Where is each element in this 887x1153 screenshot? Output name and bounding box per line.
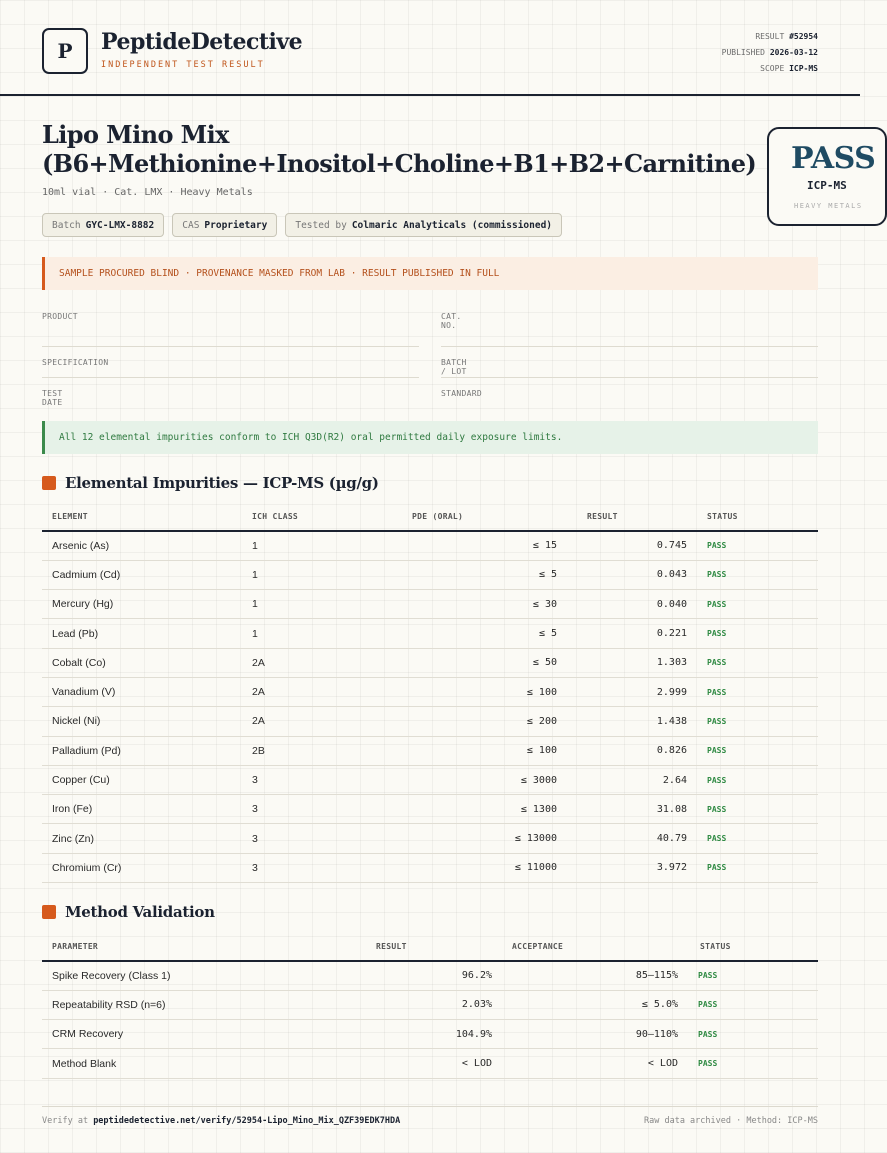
status-badge: PASS [688,990,818,1019]
result-cell: 40.79 [567,824,697,853]
table-row [42,677,818,706]
acceptance-cell: 90–110% [502,1020,688,1049]
meta-result: RESULT #52954 [755,32,818,41]
status-badge: PASS [697,590,818,619]
batch-label: BATCH / LOT [441,358,467,376]
status-badge: PASS [697,765,818,794]
class-cell: 3 [242,824,402,853]
product-title: Lipo Mino Mix (B6+Methionine+Inositol+Choline+B1+B2+Carnitine) [42,120,757,178]
table-row [42,619,818,648]
brand-name: PeptideDetective [101,29,303,55]
class-cell: 3 [242,765,402,794]
class-cell: 2B [242,736,402,765]
validation-body [42,961,818,1078]
impurities-section-title: Elemental Impurities — ICP-MS (µg/g) [42,474,379,492]
col-pde: PDE (ORAL) [402,503,567,531]
result-cell: 2.03% [312,990,502,1019]
result-cell: 96.2% [312,961,502,990]
parameter-cell: CRM Recovery [42,1020,312,1049]
standard-label: STANDARD [441,389,482,398]
status-badge: PASS [688,1020,818,1049]
blind-procurement-notice: SAMPLE PROCURED BLIND · PROVENANCE MASKED FROM LAB · RESULT PUBLISHED IN FULL [42,257,818,290]
table-row [42,736,818,765]
impurities-table [42,503,818,883]
status-badge: PASS [697,736,818,765]
table-row [42,990,818,1019]
table-header-row [42,933,818,961]
info-divider [42,377,419,378]
pde-cell: ≤ 50 [402,648,567,677]
col-parameter: PARAMETER [42,933,312,961]
table-row [42,648,818,677]
class-cell: 2A [242,677,402,706]
class-cell: 1 [242,619,402,648]
acceptance-cell: ≤ 5.0% [502,990,688,1019]
status-badge: PASS [697,677,818,706]
table-row [42,853,818,882]
pde-cell: ≤ 5 [402,619,567,648]
element-cell: Mercury (Hg) [42,590,242,619]
batch-chip: Batch GYC-LMX-8882 [42,213,164,237]
pde-cell: ≤ 15 [402,531,567,560]
product-subtitle: 10ml vial · Cat. LMX · Heavy Metals [42,187,253,198]
tested-by-chip: Tested by Colmaric Analyticals (commissioned) [285,213,562,237]
stamp-method: ICP-MS [807,179,847,192]
parameter-cell: Spike Recovery (Class 1) [42,961,312,990]
table-row [42,795,818,824]
product-label: PRODUCT [42,312,78,321]
report-footer [42,1106,818,1126]
date-label: TEST DATE [42,389,63,407]
table-row [42,531,818,560]
table-row [42,824,818,853]
status-badge: PASS [697,795,818,824]
element-cell: Cadmium (Cd) [42,560,242,589]
result-cell: 3.972 [567,853,697,882]
pde-cell: ≤ 5 [402,560,567,589]
col-element: ELEMENT [42,503,242,531]
verify-link[interactable]: peptidedetective.net/verify/52954-Lipo_Mino_Mix_QZF39EDK7HDA [93,1116,401,1126]
result-cell: 0.040 [567,590,697,619]
result-cell: 0.043 [567,560,697,589]
pde-cell: ≤ 30 [402,590,567,619]
element-cell: Cobalt (Co) [42,648,242,677]
status-badge: PASS [688,1049,818,1078]
pde-cell: ≤ 3000 [402,765,567,794]
col-acceptance: ACCEPTANCE [502,933,688,961]
status-badge: PASS [697,853,818,882]
class-cell: 3 [242,853,402,882]
stamp-footer: HEAVY METALS [794,202,863,210]
meta-scope: SCOPE ICP-MS [760,64,818,73]
table-row [42,765,818,794]
col-status: STATUS [697,503,818,531]
status-badge: PASS [697,824,818,853]
table-row [42,1049,818,1078]
parameter-cell: Repeatability RSD (n=6) [42,990,312,1019]
class-cell: 1 [242,560,402,589]
status-badge: PASS [697,648,818,677]
class-cell: 2A [242,648,402,677]
result-cell: 1.303 [567,648,697,677]
pde-cell: ≤ 100 [402,677,567,706]
verify-link-block: Verify at peptidedetective.net/verify/52954-Lipo_Mino_Mix_QZF39EDK7HDA [42,1116,401,1126]
col-class: ICH CLASS [242,503,402,531]
result-cell: 2.64 [567,765,697,794]
element-cell: Iron (Fe) [42,795,242,824]
table-header-row [42,503,818,531]
acceptance-cell: < LOD [502,1049,688,1078]
pde-cell: ≤ 13000 [402,824,567,853]
table-row [42,1020,818,1049]
element-cell: Chromium (Cr) [42,853,242,882]
stamp-verdict: PASS [791,141,876,176]
col-status: STATUS [688,933,818,961]
brand-tagline: INDEPENDENT TEST RESULT [101,60,265,70]
status-badge: PASS [697,619,818,648]
status-badge: PASS [697,707,818,736]
result-cell: 1.438 [567,707,697,736]
col-result: RESULT [312,933,502,961]
class-cell: 1 [242,590,402,619]
info-divider [441,346,818,347]
col-result: RESULT [567,503,697,531]
result-cell: 0.745 [567,531,697,560]
report-header [0,0,860,96]
element-cell: Arsenic (As) [42,531,242,560]
conformance-note: All 12 elemental impurities conform to ICH Q3D(R2) oral permitted daily exposure limits. [42,421,818,454]
result-cell: 0.826 [567,736,697,765]
pde-cell: ≤ 100 [402,736,567,765]
element-cell: Zinc (Zn) [42,824,242,853]
info-divider [42,346,419,347]
section-marker-icon [42,476,56,490]
section-marker-icon [42,905,56,919]
table-row [42,560,818,589]
catno-label: CAT. NO. [441,312,462,330]
element-cell: Palladium (Pd) [42,736,242,765]
validation-table [42,933,818,1079]
acceptance-cell: 85–115% [502,961,688,990]
result-cell: 104.9% [312,1020,502,1049]
result-cell: 2.999 [567,677,697,706]
brand-logo: P [42,28,88,74]
element-cell: Lead (Pb) [42,619,242,648]
status-badge: PASS [688,961,818,990]
report-meta [722,29,818,77]
element-cell: Nickel (Ni) [42,707,242,736]
pde-cell: ≤ 1300 [402,795,567,824]
pde-cell: ≤ 200 [402,707,567,736]
result-cell: 0.221 [567,619,697,648]
class-cell: 2A [242,707,402,736]
result-cell: < LOD [312,1049,502,1078]
table-row [42,961,818,990]
spec-label: SPECIFICATION [42,358,109,367]
element-cell: Copper (Cu) [42,765,242,794]
validation-section-title: Method Validation [42,903,215,921]
class-cell: 3 [242,795,402,824]
pde-cell: ≤ 11000 [402,853,567,882]
footer-right: Raw data archived · Method: ICP-MS [644,1116,818,1126]
parameter-cell: Method Blank [42,1049,312,1078]
impurities-body [42,531,818,883]
status-badge: PASS [697,560,818,589]
table-row [42,707,818,736]
table-row [42,590,818,619]
meta-published: PUBLISHED 2026-03-12 [721,48,818,57]
class-cell: 1 [242,531,402,560]
product-chips [42,213,562,237]
result-cell: 31.08 [567,795,697,824]
pass-stamp [767,127,887,226]
status-badge: PASS [697,531,818,560]
element-cell: Vanadium (V) [42,677,242,706]
info-divider [441,377,818,378]
cas-chip: CAS Proprietary [172,213,277,237]
